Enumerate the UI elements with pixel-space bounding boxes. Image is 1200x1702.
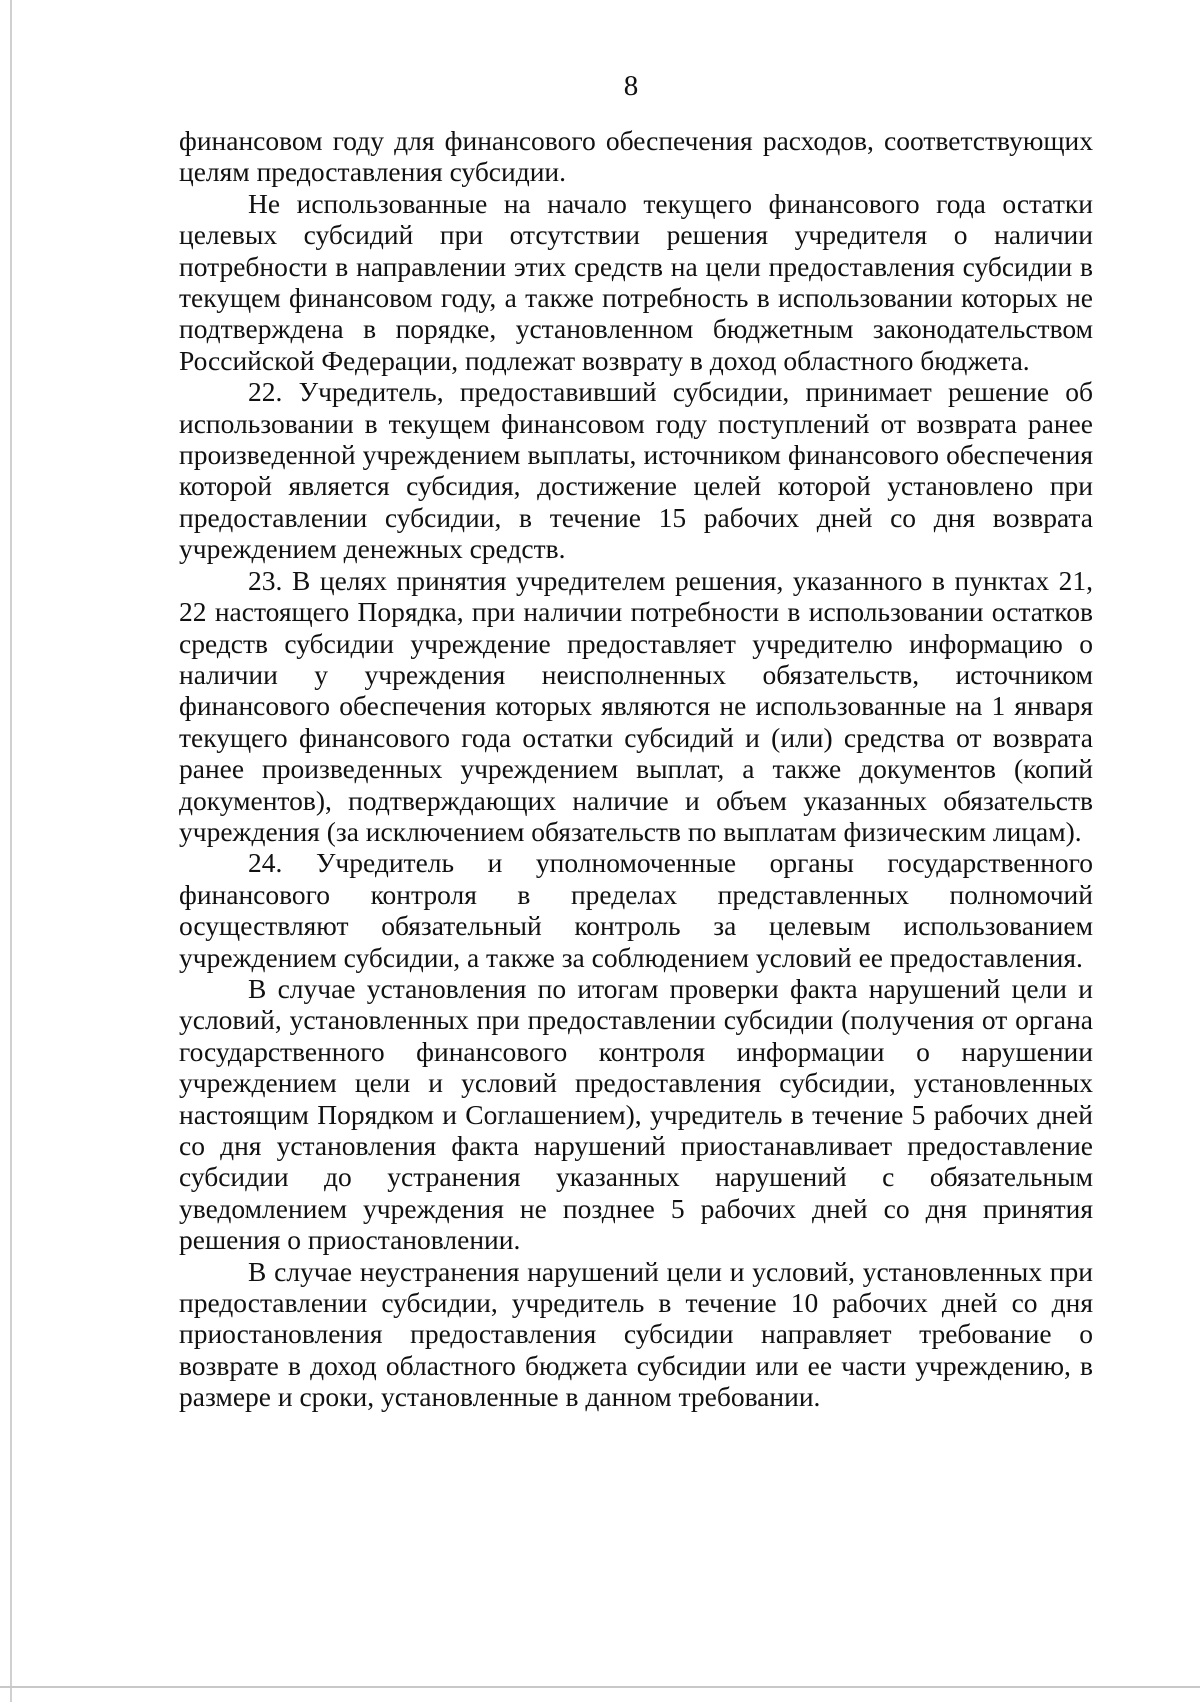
scan-edge-left (10, 0, 12, 1702)
paragraph-item-24: 24. Учредитель и уполномоченные органы государственного финансового контроля в пределах представленных полномочий осуществляют обязательный контроль за целевым использованием учреждением субсидии, а также за соблюдением условий ее предоставления. (179, 847, 1093, 973)
paragraph-item-23: 23. В целях принятия учредителем решения, указанного в пунктах 21, 22 настоящего Порядка, при наличии потребности в использовании остатков средств субсидии учреждение предоставляет учредителю информацию о наличии у учреждения неисполненных обязательств, источником финансового обеспечения которых являются не использованные на 1 января текущего финансового года остатки субсидий и (или) средства от возврата ранее произведенных учреждением выплат, а также документов (копий документов), подтверждающих наличие и объем указанных обязательств учреждения (за исключением обязательств по выплатам физическим лицам). (179, 564, 1093, 847)
paragraph-unused-balances: Не использованные на начало текущего финансового года остатки целевых субсидий при отсутствии решения учредителя о наличии потребности в направлении этих средств на цели предоставления субсидии в текущем финансовом году, а также потребность в использовании которых не подтверждена в порядке, установленном бюджетным законодательством Российской Федерации, подлежат возврату в доход областного бюджета. (179, 187, 1093, 376)
paragraph-continuation: финансовом году для финансового обеспечения расходов, соответствующих целям предоставления субсидии. (179, 125, 1093, 188)
paragraph-violation-suspension: В случае установления по итогам проверки факта нарушений цели и условий, установленных при предоставлении субсидии (получения от органа государственного финансового контроля информации о нарушении учреждением цели и условий предоставления субсидии, установленных настоящим Порядком и Соглашением), учредитель в течение 5 рабочих дней со дня установления факта нарушений приостанавливает предоставление субсидии до устранения указанных нарушений с обязательным уведомлением учреждения не позднее 5 рабочих дней со дня принятия решения о приостановлении. (179, 972, 1093, 1256)
document-body (179, 125, 1093, 1413)
page-number: 8 (623, 70, 639, 102)
paragraph-item-22: 22. Учредитель, предоставивший субсидии, принимает решение об использовании в текущем финансовом году поступлений от возврата ранее произведенной учреждением выплаты, источником финансового обеспечения которой является субсидия, достижение целей которой установлено при предоставлении субсидии, в течение 15 рабочих дней со дня возврата учреждением денежных средств. (179, 376, 1093, 565)
paragraph-refund-demand: В случае неустранения нарушений цели и условий, установленных при предоставлении субсидии, учредитель в течение 10 рабочих дней со дня приостановления предоставления субсидии направляет требование о возврате в доход областного бюджета субсидии или ее части учреждению, в размере и сроки, установленные в данном требовании. (179, 1255, 1093, 1413)
scan-edge-bottom (0, 1686, 1200, 1688)
